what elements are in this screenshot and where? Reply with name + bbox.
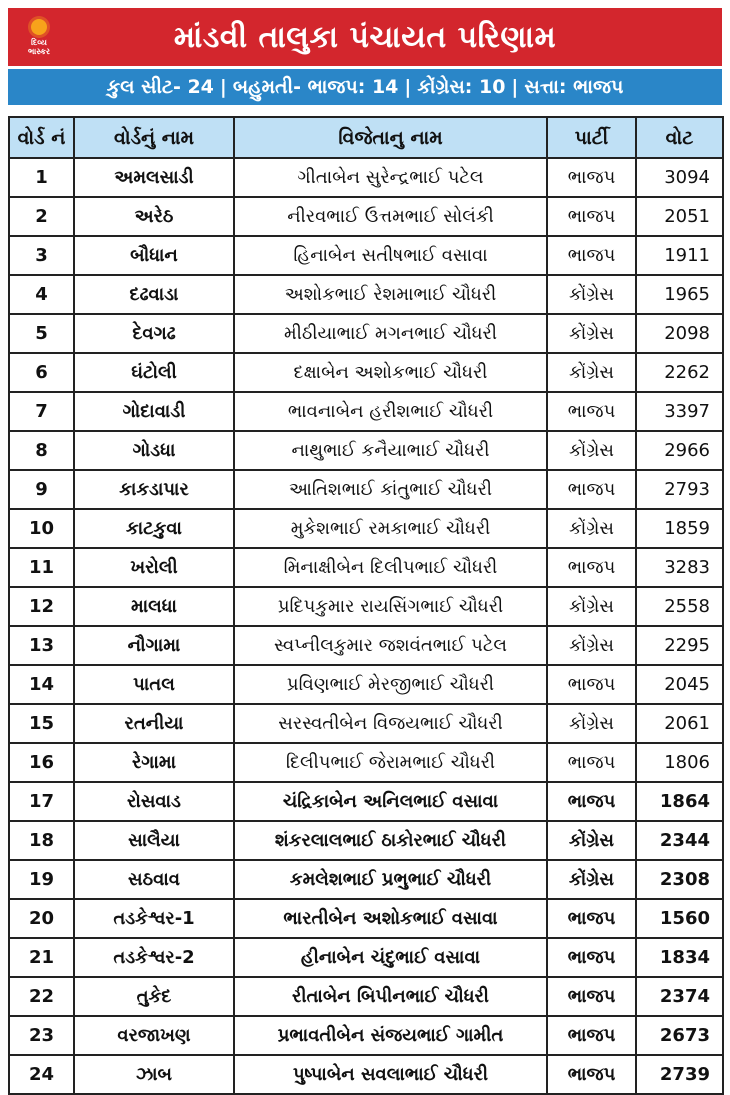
ward-name-cell: કાટકુવા — [74, 509, 234, 548]
summary-congress: કોંગ્રેસ: 10 — [417, 76, 506, 98]
table-row — [9, 860, 723, 899]
votes-cell: 1560 — [636, 899, 723, 938]
table-row — [9, 626, 723, 665]
header-ward-number: વોર્ડ નં — [9, 117, 74, 158]
ward-number-cell: 20 — [9, 899, 74, 938]
ward-name-cell: બૌધાન — [74, 236, 234, 275]
winner-name-cell: પ્રભાવતીબેન સંજયભાઈ ગામીત — [234, 1016, 547, 1055]
table-row — [9, 392, 723, 431]
table-row — [9, 236, 723, 275]
ward-name-cell: નૌગામા — [74, 626, 234, 665]
table-header-row — [9, 117, 723, 158]
winner-name-cell: રીતાબેન બિપીનભાઈ ચૌધરી — [234, 977, 547, 1016]
table-row — [9, 977, 723, 1016]
party-cell: ભાજપ — [547, 197, 636, 236]
table-row — [9, 548, 723, 587]
table-row — [9, 314, 723, 353]
table-row — [9, 782, 723, 821]
votes-cell: 1806 — [636, 743, 723, 782]
party-cell: કોંગ્રેસ — [547, 587, 636, 626]
table-row — [9, 470, 723, 509]
votes-cell: 2098 — [636, 314, 723, 353]
votes-cell: 2673 — [636, 1016, 723, 1055]
party-cell: ભાજપ — [547, 977, 636, 1016]
ward-number-cell: 7 — [9, 392, 74, 431]
ward-number-cell: 22 — [9, 977, 74, 1016]
winner-name-cell: કમલેશભાઈ પ્રભુભાઈ ચૌધરી — [234, 860, 547, 899]
ward-number-cell: 21 — [9, 938, 74, 977]
header-votes: વોટ — [636, 117, 723, 158]
ward-number-cell: 19 — [9, 860, 74, 899]
party-cell: ભાજપ — [547, 938, 636, 977]
table-row — [9, 353, 723, 392]
party-cell: ભાજપ — [547, 158, 636, 197]
winner-name-cell: નાથુભાઈ કનૈયાભાઈ ચૌધરી — [234, 431, 547, 470]
ward-number-cell: 3 — [9, 236, 74, 275]
table-row — [9, 275, 723, 314]
ward-name-cell: માલધા — [74, 587, 234, 626]
winner-name-cell: મીઠીયાભાઈ મગનભાઈ ચૌધરી — [234, 314, 547, 353]
party-cell: કોંગ્રેસ — [547, 821, 636, 860]
ward-name-cell: ગોડધા — [74, 431, 234, 470]
ward-number-cell: 10 — [9, 509, 74, 548]
ward-number-cell: 18 — [9, 821, 74, 860]
winner-name-cell: ભાવનાબેન હરીશભાઈ ચૌધરી — [234, 392, 547, 431]
header-party: પાર્ટી — [547, 117, 636, 158]
summary-bar — [8, 69, 722, 105]
votes-cell: 3283 — [636, 548, 723, 587]
party-cell: કોંગ્રેસ — [547, 509, 636, 548]
ward-number-cell: 13 — [9, 626, 74, 665]
ward-name-cell: ઝાબ — [74, 1055, 234, 1094]
winner-name-cell: પ્રદિપકુમાર રાયસિંગભાઈ ચૌધરી — [234, 587, 547, 626]
ward-number-cell: 1 — [9, 158, 74, 197]
table-row — [9, 938, 723, 977]
winner-name-cell: મુકેશભાઈ રમકાભાઈ ચૌધરી — [234, 509, 547, 548]
ward-name-cell: ગોદાવાડી — [74, 392, 234, 431]
party-cell: કોંગ્રેસ — [547, 353, 636, 392]
winner-name-cell: પ્રવિણભાઈ મેરજીભાઈ ચૌધરી — [234, 665, 547, 704]
votes-cell: 3094 — [636, 158, 723, 197]
table-row — [9, 431, 723, 470]
summary-majority: બહુમતી- ભાજપ: 14 — [232, 76, 399, 98]
party-cell: ભાજપ — [547, 470, 636, 509]
ward-number-cell: 23 — [9, 1016, 74, 1055]
ward-number-cell: 24 — [9, 1055, 74, 1094]
votes-cell: 2966 — [636, 431, 723, 470]
votes-cell: 2295 — [636, 626, 723, 665]
table-row — [9, 899, 723, 938]
winner-name-cell: હીનાબેન ચંદુભાઈ વસાવા — [234, 938, 547, 977]
logo-text — [28, 38, 50, 56]
table-row — [9, 743, 723, 782]
ward-number-cell: 14 — [9, 665, 74, 704]
ward-name-cell: તડકેશ્વર-1 — [74, 899, 234, 938]
party-cell: ભાજપ — [547, 1016, 636, 1055]
ward-name-cell: દેવગઢ — [74, 314, 234, 353]
winner-name-cell: દક્ષાબેન અશોકભાઈ ચૌધરી — [234, 353, 547, 392]
ward-name-cell: પાતલ — [74, 665, 234, 704]
table-row — [9, 509, 723, 548]
votes-cell: 2344 — [636, 821, 723, 860]
summary-total-seats: કુલ સીટ- 24 — [106, 76, 214, 98]
votes-cell: 1859 — [636, 509, 723, 548]
ward-number-cell: 4 — [9, 275, 74, 314]
ward-name-cell: રોસવાડ — [74, 782, 234, 821]
summary-ruling-party: સત્તા: ભાજપ — [524, 76, 624, 98]
votes-cell: 2793 — [636, 470, 723, 509]
votes-cell: 2061 — [636, 704, 723, 743]
winner-name-cell: દિલીપભાઈ જેરામભાઈ ચૌધરી — [234, 743, 547, 782]
ward-number-cell: 2 — [9, 197, 74, 236]
winner-name-cell: મિનાક્ષીબેન દિલીપભાઈ ચૌધરી — [234, 548, 547, 587]
table-row — [9, 665, 723, 704]
votes-cell: 1965 — [636, 275, 723, 314]
votes-cell: 2739 — [636, 1055, 723, 1094]
ward-name-cell: રતનીયા — [74, 704, 234, 743]
winner-name-cell: પુષ્પાબેન સવલાભાઈ ચૌધરી — [234, 1055, 547, 1094]
ward-number-cell: 15 — [9, 704, 74, 743]
ward-name-cell: અમલસાડી — [74, 158, 234, 197]
votes-cell: 2045 — [636, 665, 723, 704]
winner-name-cell: શંકરલાલભાઈ ઠાકોરભાઈ ચૌધરી — [234, 821, 547, 860]
party-cell: ભાજપ — [547, 1055, 636, 1094]
ward-name-cell: અરેઠ — [74, 197, 234, 236]
ward-name-cell: તડકેશ્વર-2 — [74, 938, 234, 977]
party-cell: ભાજપ — [547, 392, 636, 431]
summary-divider: | — [219, 76, 227, 98]
header-winner-name: વિજેતાનુ નામ — [234, 117, 547, 158]
ward-name-cell: તુકેદ — [74, 977, 234, 1016]
ward-name-cell: કાકડાપાર — [74, 470, 234, 509]
party-cell: ભાજપ — [547, 899, 636, 938]
winner-name-cell: સરસ્વતીબેન વિજયભાઈ ચૌધરી — [234, 704, 547, 743]
votes-cell: 2051 — [636, 197, 723, 236]
table-row — [9, 197, 723, 236]
party-cell: ભાજપ — [547, 743, 636, 782]
votes-cell: 2374 — [636, 977, 723, 1016]
party-cell: કોંગ્રેસ — [547, 314, 636, 353]
table-row — [9, 587, 723, 626]
ward-name-cell: ખરોલી — [74, 548, 234, 587]
summary-divider: | — [404, 76, 412, 98]
winner-name-cell: હિનાબેન સતીષભાઈ વસાવા — [234, 236, 547, 275]
winner-name-cell: આતિશભાઈ કાંતુભાઈ ચૌધરી — [234, 470, 547, 509]
summary-divider: | — [511, 76, 519, 98]
ward-name-cell: દઢવાડા — [74, 275, 234, 314]
ward-number-cell: 8 — [9, 431, 74, 470]
party-cell: ભાજપ — [547, 665, 636, 704]
winner-name-cell: ચંદ્રિકાબેન અનિલભાઈ વસાવા — [234, 782, 547, 821]
table-row — [9, 1016, 723, 1055]
ward-number-cell: 5 — [9, 314, 74, 353]
ward-number-cell: 16 — [9, 743, 74, 782]
winner-name-cell: ગીતાબેન સુરેન્દ્રભાઈ પટેલ — [234, 158, 547, 197]
logo-line-2: ભાસ્કર — [27, 46, 51, 56]
header-ward-name: વોર્ડનું નામ — [74, 117, 234, 158]
ward-number-cell: 6 — [9, 353, 74, 392]
winner-name-cell: સ્વપ્નીલકુમાર જશવંતભાઈ પટેલ — [234, 626, 547, 665]
ward-name-cell: સઠવાવ — [74, 860, 234, 899]
votes-cell: 2558 — [636, 587, 723, 626]
title-banner — [8, 8, 722, 66]
party-cell: કોંગ્રેસ — [547, 704, 636, 743]
ward-name-cell: વરજાખણ — [74, 1016, 234, 1055]
table-row — [9, 704, 723, 743]
results-table — [8, 116, 724, 1095]
votes-cell: 2262 — [636, 353, 723, 392]
votes-cell: 3397 — [636, 392, 723, 431]
sun-icon — [31, 19, 47, 35]
page-title: માંડવી તાલુકા પંચાયત પરિણામ — [173, 19, 557, 55]
ward-number-cell: 12 — [9, 587, 74, 626]
brand-logo — [16, 16, 62, 58]
table-row — [9, 821, 723, 860]
party-cell: ભાજપ — [547, 782, 636, 821]
logo-line-1: દિવ્ય — [31, 37, 47, 47]
party-cell: ભાજપ — [547, 236, 636, 275]
winner-name-cell: અશોકભાઈ રેશમાભાઈ ચૌધરી — [234, 275, 547, 314]
votes-cell: 1864 — [636, 782, 723, 821]
party-cell: કોંગ્રેસ — [547, 275, 636, 314]
party-cell: કોંગ્રેસ — [547, 860, 636, 899]
votes-cell: 1834 — [636, 938, 723, 977]
votes-cell: 2308 — [636, 860, 723, 899]
winner-name-cell: ભારતીબેન અશોકભાઈ વસાવા — [234, 899, 547, 938]
ward-name-cell: ઘંટોલી — [74, 353, 234, 392]
ward-number-cell: 9 — [9, 470, 74, 509]
winner-name-cell: નીરવભાઈ ઉત્તમભાઈ સોલંકી — [234, 197, 547, 236]
table-body — [9, 158, 723, 1094]
party-cell: ભાજપ — [547, 548, 636, 587]
party-cell: કોંગ્રેસ — [547, 626, 636, 665]
party-cell: કોંગ્રેસ — [547, 431, 636, 470]
ward-name-cell: રેગામા — [74, 743, 234, 782]
ward-number-cell: 11 — [9, 548, 74, 587]
ward-name-cell: સાલૈયા — [74, 821, 234, 860]
ward-number-cell: 17 — [9, 782, 74, 821]
votes-cell: 1911 — [636, 236, 723, 275]
table-row — [9, 158, 723, 197]
